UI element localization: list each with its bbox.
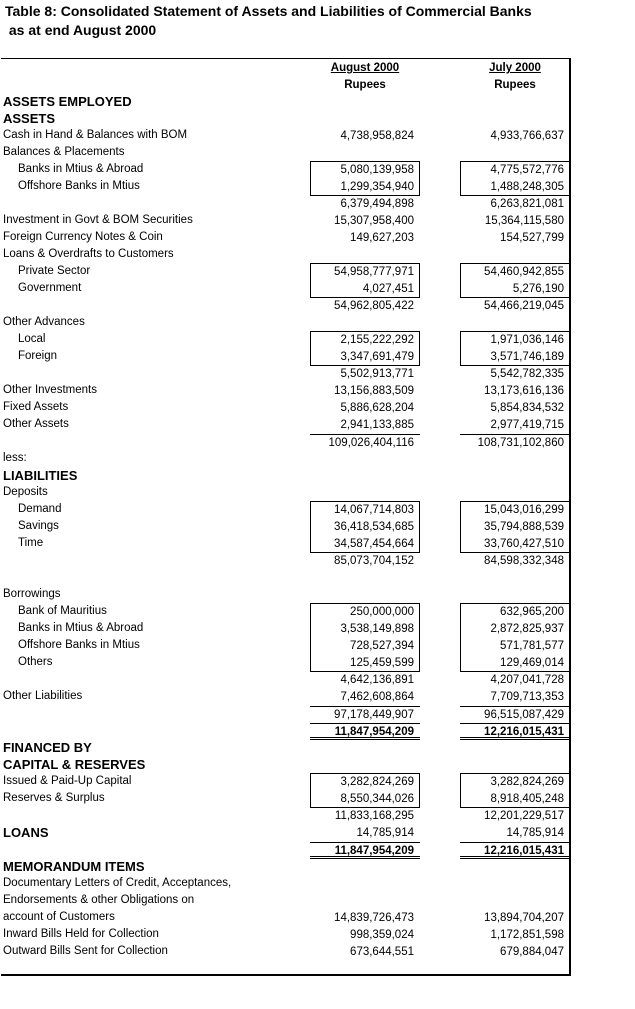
july-value: 5,542,782,335: [490, 368, 564, 380]
table-row: [0, 485, 635, 502]
row-label: Banks in Mtius & Abroad: [18, 622, 144, 634]
august-value: 6,379,494,898: [340, 198, 414, 210]
group-box: [460, 603, 570, 672]
july-value: 54,466,219,045: [484, 300, 564, 312]
august-value: 34,587,454,664: [334, 538, 414, 550]
july-value: 4,207,041,728: [490, 674, 564, 686]
table-row: [0, 706, 635, 723]
table-row: [0, 417, 635, 434]
august-value: 4,642,136,891: [340, 674, 414, 686]
august-value: 54,958,777,971: [334, 266, 414, 278]
table-row: [0, 315, 635, 332]
august-value: 11,847,954,209: [310, 842, 420, 859]
table-row: [0, 451, 635, 468]
row-label: Local: [18, 333, 46, 345]
august-value: 109,026,404,116: [310, 434, 420, 451]
row-label: Loans & Overdrafts to Customers: [3, 248, 174, 260]
table-row: [0, 468, 635, 485]
august-value: 3,282,824,269: [340, 776, 414, 788]
column-period: August 2000: [330, 62, 400, 74]
august-value: 3,538,149,898: [340, 623, 414, 635]
row-label: Endorsements & other Obligations on: [3, 894, 195, 906]
table-row: [0, 247, 635, 264]
july-value: 96,515,087,429: [460, 706, 570, 723]
row-label: Others: [18, 656, 53, 668]
july-value: 1,971,036,146: [490, 334, 564, 346]
august-value: 15,307,958,400: [334, 215, 414, 227]
july-value: 54,460,942,855: [484, 266, 564, 278]
august-value: 11,847,954,209: [310, 723, 420, 740]
row-label: MEMORANDUM ITEMS: [3, 859, 145, 874]
august-value: 998,359,024: [350, 929, 414, 941]
table-row: [0, 689, 635, 706]
group-box: [460, 331, 570, 366]
group-box: [460, 501, 570, 553]
row-label: Cash in Hand & Balances with BOM: [3, 129, 188, 141]
july-value: 571,781,577: [500, 640, 564, 652]
row-label: Private Sector: [18, 265, 91, 277]
august-value: 14,067,714,803: [334, 504, 414, 516]
july-value: 13,173,616,136: [484, 385, 564, 397]
july-value: 3,282,824,269: [490, 776, 564, 788]
column-unit: Rupees: [494, 79, 536, 91]
july-value: 108,731,102,860: [460, 434, 570, 451]
row-label: Other Assets: [3, 418, 69, 430]
group-box: [310, 331, 420, 366]
row-label: Reserves & Surplus: [3, 792, 105, 804]
july-value: 632,965,200: [500, 606, 564, 618]
august-value: 36,418,534,685: [334, 521, 414, 533]
july-value: 12,216,015,431: [460, 842, 570, 859]
august-value: 5,080,139,958: [340, 164, 414, 176]
row-label: Foreign: [18, 350, 57, 362]
july-value: 6,263,821,081: [490, 198, 564, 210]
july-value: 129,469,014: [500, 657, 564, 669]
table-row: [0, 366, 635, 383]
row-label: Other Liabilities: [3, 690, 83, 702]
row-label: Bank of Mauritius: [18, 605, 107, 617]
august-value: 5,502,913,771: [340, 368, 414, 380]
august-value: 13,156,883,509: [334, 385, 414, 397]
table-row: [0, 893, 635, 910]
august-value: 4,027,451: [362, 283, 414, 295]
table-row: [0, 740, 635, 757]
july-value: 15,043,016,299: [484, 504, 564, 516]
july-value: 3,571,746,189: [490, 351, 564, 363]
august-value: 14,839,726,473: [334, 912, 414, 924]
table-row: [0, 111, 635, 128]
august-value: 5,886,628,204: [340, 402, 414, 414]
row-label: Balances & Placements: [3, 146, 125, 158]
column-period: July 2000: [489, 62, 541, 74]
august-value: 728,527,394: [350, 640, 414, 652]
row-label: Outward Bills Sent for Collection: [3, 945, 168, 957]
row-label: ASSETS: [3, 111, 56, 126]
july-value: 5,854,834,532: [490, 402, 564, 414]
row-label: Time: [18, 537, 44, 549]
column-header-august: [310, 60, 420, 94]
july-value: 679,884,047: [500, 946, 564, 958]
july-value: 8,918,405,248: [490, 793, 564, 805]
row-label: Other Investments: [3, 384, 97, 396]
title-line-1: Table 8: Consolidated Statement of Assets and Liabilities of Commercial Banks: [5, 3, 532, 19]
july-value: 14,785,914: [506, 827, 564, 839]
july-value: 2,977,419,715: [490, 419, 564, 431]
row-label: Demand: [18, 503, 62, 515]
row-label: CAPITAL & RESERVES: [3, 757, 146, 772]
row-label: less:: [3, 452, 27, 464]
table-row: [0, 825, 635, 842]
august-value: 97,178,449,907: [310, 706, 420, 723]
group-box: [460, 161, 570, 196]
group-box: [310, 161, 420, 196]
table-row: [0, 298, 635, 315]
row-label: account of Customers: [3, 911, 115, 923]
july-value: 13,894,704,207: [484, 912, 564, 924]
row-label: Foreign Currency Notes & Coin: [3, 231, 163, 243]
row-label: Issued & Paid-Up Capital: [3, 775, 132, 787]
row-label: Offshore Banks in Mtius: [18, 639, 140, 651]
table-row: [0, 400, 635, 417]
table-row: [0, 213, 635, 230]
title-line-2: as at end August 2000: [5, 22, 157, 38]
table-row: [0, 842, 635, 859]
july-value: 2,872,825,937: [490, 623, 564, 635]
july-value: 12,216,015,431: [460, 723, 570, 740]
table-row: [0, 723, 635, 740]
row-label: Banks in Mtius & Abroad: [18, 163, 144, 175]
table-row: [0, 383, 635, 400]
table-row: [0, 94, 635, 111]
august-value: 54,962,805,422: [334, 300, 414, 312]
table-row: [0, 230, 635, 247]
row-label: Other Advances: [3, 316, 85, 328]
table-row: [0, 587, 635, 604]
row-label: Borrowings: [3, 588, 61, 600]
august-value: 250,000,000: [350, 606, 414, 618]
row-label: Fixed Assets: [3, 401, 69, 413]
row-label: Offshore Banks in Mtius: [18, 180, 140, 192]
july-value: 7,709,713,353: [490, 691, 564, 703]
july-value: 1,172,851,598: [490, 929, 564, 941]
row-label: FINANCED BY: [3, 740, 92, 755]
table-row: [0, 570, 635, 587]
table-row: [0, 944, 635, 961]
group-box: [460, 773, 570, 808]
august-value: 8,550,344,026: [340, 793, 414, 805]
column-header-july: [460, 60, 570, 94]
group-box: [310, 603, 420, 672]
august-value: 85,073,704,152: [334, 555, 414, 567]
group-box: [310, 263, 420, 298]
august-value: 11,833,168,295: [334, 810, 414, 822]
august-value: 2,941,133,885: [340, 419, 414, 431]
table-row: [0, 672, 635, 689]
august-value: 4,738,958,824: [340, 130, 414, 142]
row-label: LOANS: [3, 825, 49, 840]
table-row: [0, 876, 635, 893]
row-label: Savings: [18, 520, 59, 532]
table-row: [0, 859, 635, 876]
july-value: 15,364,115,580: [484, 215, 564, 227]
row-label: ASSETS EMPLOYED: [3, 94, 132, 109]
row-label: Investment in Govt & BOM Securities: [3, 214, 193, 226]
august-value: 125,459,599: [350, 657, 414, 669]
july-value: 84,598,332,348: [484, 555, 564, 567]
august-value: 3,347,691,479: [340, 351, 414, 363]
table-row: [0, 145, 635, 162]
july-value: 4,775,572,776: [490, 164, 564, 176]
row-label: Inward Bills Held for Collection: [3, 928, 159, 940]
group-box: [310, 773, 420, 808]
row-label: Government: [18, 282, 82, 294]
july-value: 5,276,190: [512, 283, 564, 295]
table-row: [0, 927, 635, 944]
july-value: 1,488,248,305: [490, 181, 564, 193]
table-row: [0, 757, 635, 774]
august-value: 14,785,914: [356, 827, 414, 839]
july-value: 33,760,427,510: [484, 538, 564, 550]
july-value: 154,527,799: [500, 232, 564, 244]
group-box: [460, 263, 570, 298]
august-value: 1,299,354,940: [340, 181, 414, 193]
row-label: Documentary Letters of Credit, Acceptances,: [3, 877, 232, 889]
july-value: 4,933,766,637: [490, 130, 564, 142]
table-title: [5, 2, 532, 40]
table-row: [0, 553, 635, 570]
row-label: Deposits: [3, 486, 48, 498]
july-value: 35,794,888,539: [484, 521, 564, 533]
august-value: 149,627,203: [350, 232, 414, 244]
group-box: [310, 501, 420, 553]
august-value: 673,644,551: [350, 946, 414, 958]
table-row: [0, 808, 635, 825]
row-label: LIABILITIES: [3, 468, 78, 483]
table-row: [0, 128, 635, 145]
table-row: [0, 196, 635, 213]
table-row: [0, 434, 635, 451]
july-value: 12,201,229,517: [484, 810, 564, 822]
august-value: 7,462,608,864: [340, 691, 414, 703]
august-value: 2,155,222,292: [340, 334, 414, 346]
table-row: [0, 910, 635, 927]
column-unit: Rupees: [344, 79, 386, 91]
